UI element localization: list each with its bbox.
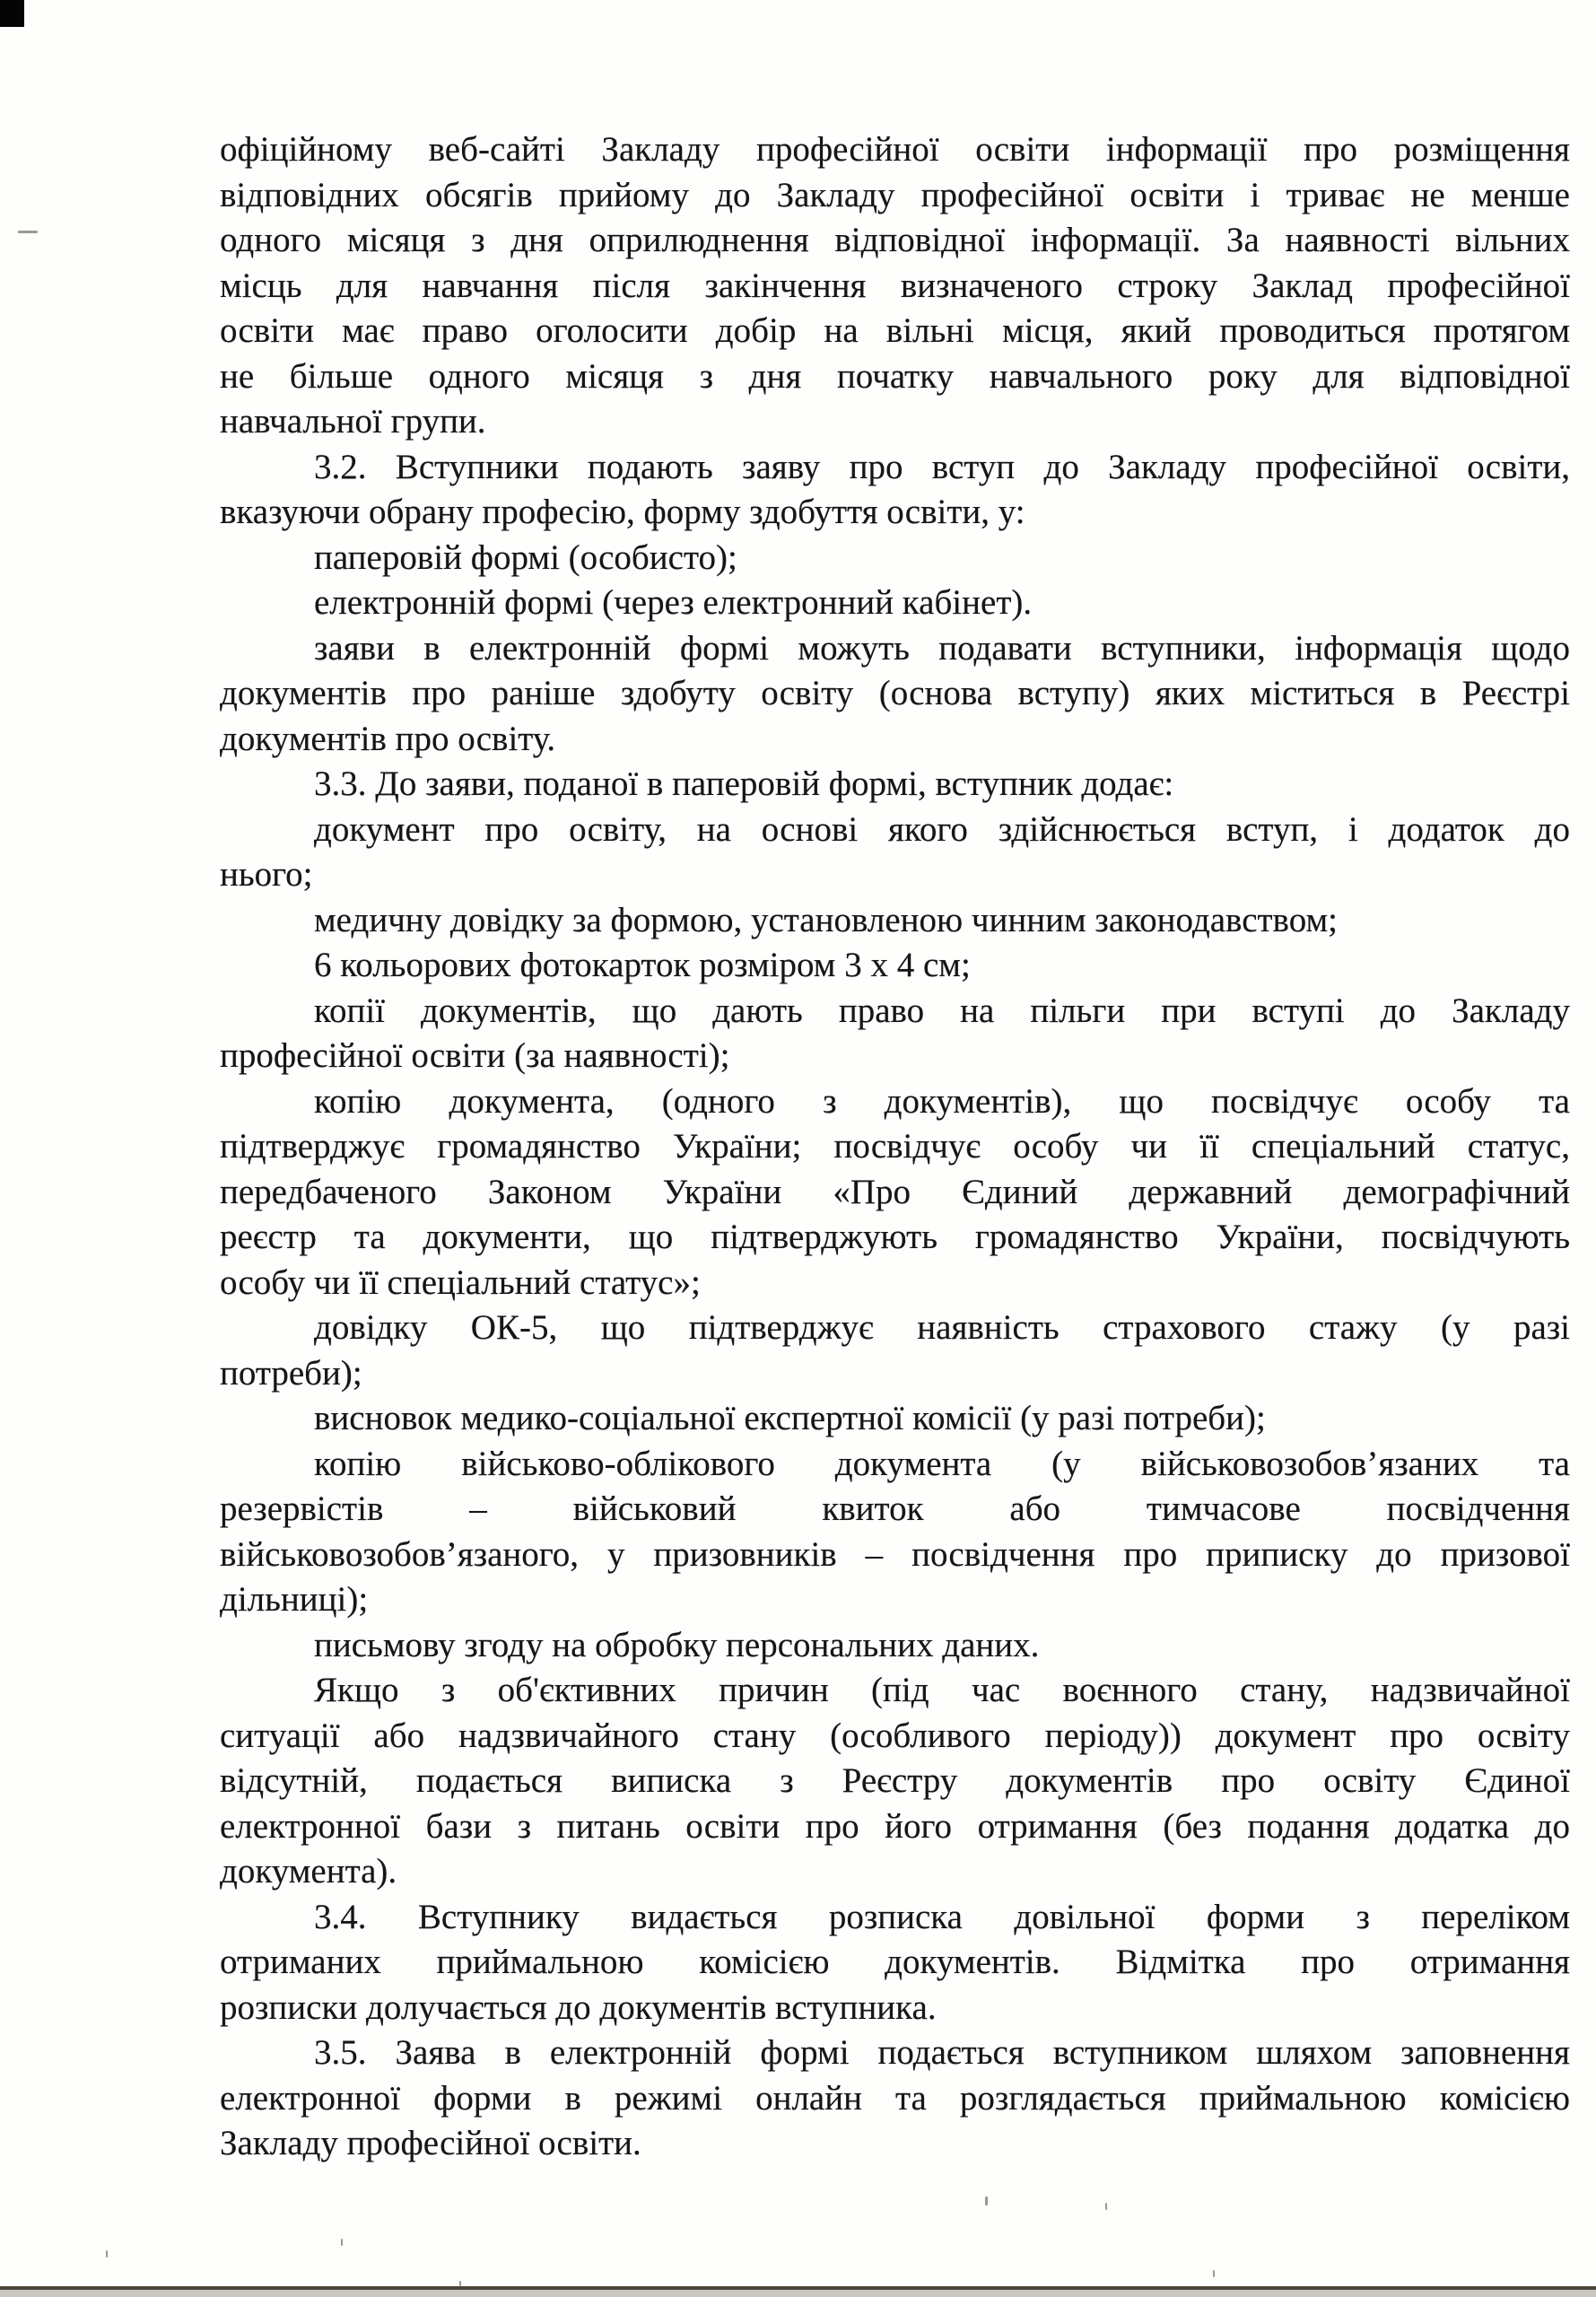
text-line: Закладу професійної освіти.: [220, 2124, 641, 2162]
document-text-block: [220, 127, 1570, 2167]
text-line: документа).: [220, 1852, 397, 1891]
text-line: професійної освіти (за наявності);: [220, 1036, 730, 1075]
text-line: нього;: [220, 855, 313, 894]
scan-speck: [459, 2281, 461, 2286]
text-line: копію військово-облікового документа (у військовозобов’язаних та: [314, 1444, 1570, 1483]
scan-speck: [18, 231, 38, 233]
text-line: електронної бази з питань освіти про його отримання (без подання додатка до: [220, 1806, 1570, 1846]
text-line: довідку ОК-5, що підтверджує наявність страхового стажу (у разі: [314, 1308, 1570, 1347]
text-line: документ про освіту, на основі якого здійснюється вступ, і додаток до: [314, 809, 1570, 849]
text-line: копію документа, (одного з документів), що посвідчує особу та: [314, 1081, 1570, 1121]
text-line: вказуючи обрану професію, форму здобуття освіти, у:: [220, 493, 1025, 531]
text-line: дільниці);: [220, 1580, 369, 1619]
scan-corner-artifact: [0, 0, 24, 27]
text-line: Якщо з об'єктивних причин (під час воєнного стану, надзвичайної: [314, 1671, 1570, 1709]
text-line: резервістів – військовий квиток або тимчасове посвідчення: [220, 1489, 1570, 1528]
text-line: письмову згоду на обробку персональних даних.: [314, 1625, 1040, 1664]
text-line: військовозобов’язаного, у призовників – посвідчення про приписку до призової: [220, 1534, 1570, 1574]
text-line: одного місяця з дня оприлюднення відповідної інформації. За наявності вільних: [220, 221, 1570, 259]
text-line: 3.5. Заява в електронній формі подається вступником шляхом заповнення: [314, 2033, 1570, 2072]
text-line: розписки долучається до документів вступника.: [220, 1987, 937, 2027]
text-line: підтверджує громадянство України; посвідчує особу чи її спеціальний статус,: [220, 1127, 1570, 1166]
text-line: 6 кольорових фотокарток розміром 3 х 4 см;: [314, 946, 971, 984]
text-line: особу чи її спеціальний статус»;: [220, 1262, 701, 1302]
text-line: паперовій формі (особисто);: [314, 537, 737, 577]
scan-edge-strip: [0, 2290, 1596, 2297]
text-line: ситуації або надзвичайного стану (особливого періоду)) документ про освіту: [220, 1716, 1570, 1755]
text-line: місць для навчання після закінчення визначеного строку Заклад професійної: [220, 266, 1570, 305]
text-line: заяви в електронній формі можуть подавати вступники, інформація щодо: [314, 628, 1570, 668]
scan-speck: [106, 2250, 108, 2258]
text-line: освіти має право оголосити добір на вільні місця, який проводиться протягом: [220, 311, 1570, 350]
text-line: потреби);: [220, 1353, 362, 1393]
text-line: реєстр та документи, що підтверджують громадянство України, посвідчують: [220, 1218, 1570, 1256]
text-line: передбаченого Законом України «Про Єдиний державний демографічний: [220, 1172, 1570, 1211]
scan-speck: [1105, 2203, 1107, 2210]
text-line: електронної форми в режимі онлайн та розглядається приймальною комісією: [220, 2078, 1570, 2118]
text-line: відсутній, подається виписка з Реєстру документів про освіту Єдиної: [220, 1761, 1570, 1800]
text-line: не більше одного місяця з дня початку навчального року для відповідної: [220, 356, 1570, 396]
scan-speck: [985, 2197, 988, 2205]
scan-speck: [1213, 2270, 1215, 2277]
text-line: документів про освіту.: [220, 719, 556, 758]
text-line: 3.3. До заяви, поданої в паперовій формі, вступник додає:: [314, 764, 1174, 803]
text-line: 3.2. Вступники подають заяву про вступ до Закладу професійної освіти,: [314, 447, 1570, 486]
text-line: висновок медико-соціальної експертної комісії (у разі потреби);: [314, 1399, 1266, 1437]
text-line: документів про раніше здобуту освіту (основа вступу) яких міститься в Реєстрі: [220, 674, 1570, 712]
text-line: навчальної групи.: [220, 402, 486, 441]
text-line: копії документів, що дають право на пільги при вступі до Закладу: [314, 991, 1570, 1030]
scan-speck: [341, 2239, 343, 2246]
text-line: медичну довідку за формою, установленою чинним законодавством;: [314, 900, 1338, 939]
text-line: відповідних обсягів прийому до Закладу професійної освіти і триває не менше: [220, 175, 1570, 214]
text-line: електронній формі (через електронний кабінет).: [314, 583, 1033, 622]
text-line: отриманих приймальною комісією документів. Відмітка про отримання: [220, 1943, 1570, 1981]
text-line: 3.4. Вступнику видається розписка довільної форми з переліком: [314, 1897, 1570, 1936]
text-line: офіційному веб-сайті Закладу професійної освіти інформації про розміщення: [220, 130, 1570, 169]
